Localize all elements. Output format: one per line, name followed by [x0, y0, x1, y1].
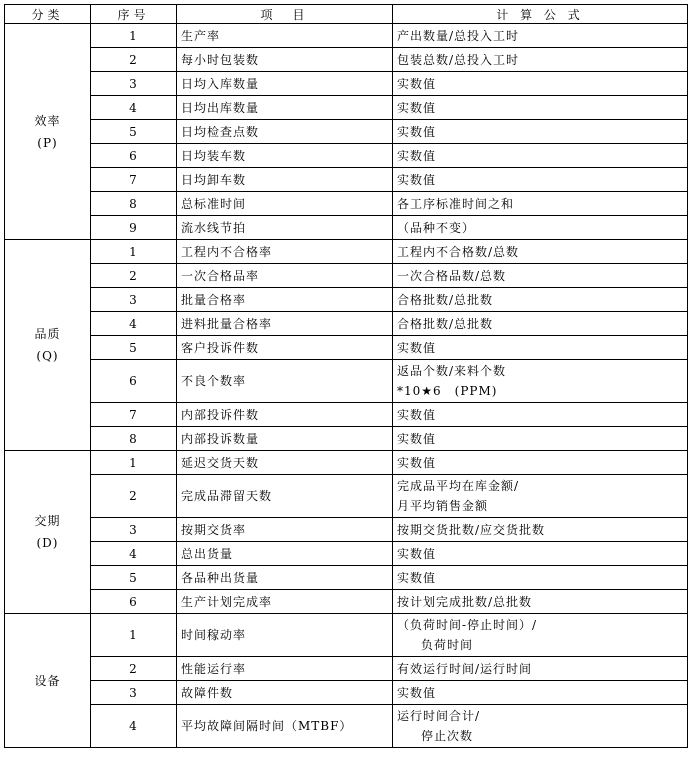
item-name: 日均出库数量: [177, 96, 393, 120]
category-cell: [5, 240, 91, 451]
category-cell: [5, 24, 91, 240]
row-number: 3: [91, 681, 177, 705]
header-item: 项 目: [177, 5, 393, 24]
formula-line: 实数值: [397, 149, 437, 163]
header-formula: 计 算 公 式: [393, 5, 688, 24]
table-row: [5, 240, 688, 264]
row-number: 3: [91, 288, 177, 312]
formula-cell: [393, 542, 688, 566]
formula-line: 包装总数/总投入工时: [397, 53, 520, 67]
formula-line: 实数值: [397, 125, 437, 139]
row-number: 3: [91, 72, 177, 96]
table-row: [5, 192, 688, 216]
formula-cell: [393, 403, 688, 427]
row-number: 9: [91, 216, 177, 240]
header-category: 分类: [5, 5, 91, 24]
formula-cell: [393, 451, 688, 475]
item-name: 完成品滞留天数: [177, 475, 393, 518]
row-number: 4: [91, 96, 177, 120]
row-number: 2: [91, 264, 177, 288]
item-name: 总标准时间: [177, 192, 393, 216]
row-number: 4: [91, 542, 177, 566]
formula-line: *10★6 (PPM): [397, 384, 498, 398]
item-name: 按期交货率: [177, 518, 393, 542]
item-name: 内部投诉件数: [177, 403, 393, 427]
formula-cell: [393, 96, 688, 120]
table-row: [5, 72, 688, 96]
row-number: 8: [91, 427, 177, 451]
category-cell: [5, 614, 91, 748]
item-name: 日均入库数量: [177, 72, 393, 96]
item-name: 内部投诉数量: [177, 427, 393, 451]
formula-line: 按计划完成批数/总批数: [397, 595, 533, 609]
formula-cell: [393, 144, 688, 168]
formula-line: 产出数量/总投入工时: [397, 29, 520, 43]
formula-line: 实数值: [397, 77, 437, 91]
formula-cell: [393, 312, 688, 336]
formula-line: 各工序标准时间之和: [397, 197, 515, 211]
table-row: [5, 24, 688, 48]
table-row: [5, 681, 688, 705]
table-row: [5, 264, 688, 288]
formula-cell: [393, 264, 688, 288]
formula-line: 运行时间合计/: [397, 709, 481, 723]
table-row: [5, 590, 688, 614]
formula-line: 实数值: [397, 547, 437, 561]
item-name: 性能运行率: [177, 657, 393, 681]
item-name: 批量合格率: [177, 288, 393, 312]
item-name: 时间稼动率: [177, 614, 393, 657]
category-code: (Q): [36, 349, 59, 363]
item-name: 总出货量: [177, 542, 393, 566]
table-row: [5, 48, 688, 72]
row-number: 7: [91, 403, 177, 427]
row-number: 3: [91, 518, 177, 542]
table-row: [5, 168, 688, 192]
table-row: [5, 336, 688, 360]
item-name: 不良个数率: [177, 360, 393, 403]
formula-line: （负荷时间-停止时间）/: [397, 618, 538, 632]
table-row: [5, 518, 688, 542]
formula-line: 实数值: [397, 173, 437, 187]
formula-line: 有效运行时间/运行时间: [397, 662, 533, 676]
formula-line: 完成品平均在库金额/: [397, 479, 520, 493]
category-name: 效率: [34, 113, 61, 128]
header-number: 序号: [91, 5, 177, 24]
item-name: 日均装车数: [177, 144, 393, 168]
item-name: 进料批量合格率: [177, 312, 393, 336]
table-row: [5, 705, 688, 748]
table-row: [5, 542, 688, 566]
item-name: 延迟交货天数: [177, 451, 393, 475]
formula-line: （品种不变）: [397, 221, 476, 235]
table-body: [5, 24, 688, 748]
category-cell: [5, 451, 91, 614]
header-row: [5, 5, 688, 24]
formula-cell: [393, 475, 688, 518]
formula-line: 实数值: [397, 432, 437, 446]
formula-cell: [393, 705, 688, 748]
formula-cell: [393, 24, 688, 48]
table-row: [5, 475, 688, 518]
table-row: [5, 403, 688, 427]
row-number: 4: [91, 705, 177, 748]
item-name: 流水线节拍: [177, 216, 393, 240]
formula-cell: [393, 614, 688, 657]
formula-cell: [393, 360, 688, 403]
formula-cell: [393, 657, 688, 681]
table-row: [5, 657, 688, 681]
formula-line: 月平均销售金额: [397, 499, 489, 513]
kpi-formula-table: [4, 4, 688, 748]
table-row: [5, 614, 688, 657]
formula-cell: [393, 168, 688, 192]
formula-cell: [393, 240, 688, 264]
row-number: 1: [91, 24, 177, 48]
item-name: 日均检查点数: [177, 120, 393, 144]
formula-line: 合格批数/总批数: [397, 317, 494, 331]
table-row: [5, 96, 688, 120]
row-number: 7: [91, 168, 177, 192]
row-number: 8: [91, 192, 177, 216]
formula-line: 实数值: [397, 571, 437, 585]
item-name: 生产率: [177, 24, 393, 48]
formula-line: 实数值: [397, 408, 437, 422]
formula-line: 实数值: [397, 101, 437, 115]
category-name: 设备: [34, 673, 61, 688]
formula-line: 返品个数/来料个数: [397, 364, 507, 378]
row-number: 6: [91, 590, 177, 614]
row-number: 1: [91, 614, 177, 657]
item-name: 客户投诉件数: [177, 336, 393, 360]
row-number: 4: [91, 312, 177, 336]
item-name: 每小时包装数: [177, 48, 393, 72]
formula-cell: [393, 192, 688, 216]
item-name: 平均故障间隔时间（MTBF）: [177, 705, 393, 748]
formula-line: 实数值: [397, 341, 437, 355]
category-name: 交期: [34, 514, 61, 528]
table-row: [5, 216, 688, 240]
formula-cell: [393, 288, 688, 312]
table-row: [5, 451, 688, 475]
category-name: 品质: [34, 327, 61, 341]
formula-cell: [393, 336, 688, 360]
row-number: 1: [91, 240, 177, 264]
category-code: (P): [37, 135, 58, 150]
formula-line: 停止次数: [421, 729, 474, 743]
formula-line: 一次合格品数/总数: [397, 269, 507, 283]
formula-line: 工程内不合格数/总数: [397, 245, 520, 259]
formula-cell: [393, 681, 688, 705]
formula-line: 实数值: [397, 456, 437, 470]
table-row: [5, 360, 688, 403]
formula-cell: [393, 427, 688, 451]
item-name: 日均卸车数: [177, 168, 393, 192]
formula-cell: [393, 216, 688, 240]
formula-line: 按期交货批数/应交货批数: [397, 523, 546, 537]
item-name: 一次合格品率: [177, 264, 393, 288]
category-code: (D): [36, 536, 59, 550]
formula-line: 负荷时间: [421, 638, 474, 652]
formula-cell: [393, 590, 688, 614]
table-row: [5, 120, 688, 144]
formula-line: 实数值: [397, 686, 437, 700]
row-number: 6: [91, 144, 177, 168]
formula-cell: [393, 120, 688, 144]
table-row: [5, 144, 688, 168]
formula-cell: [393, 48, 688, 72]
formula-cell: [393, 566, 688, 590]
row-number: 1: [91, 451, 177, 475]
row-number: 5: [91, 336, 177, 360]
row-number: 5: [91, 120, 177, 144]
row-number: 2: [91, 475, 177, 518]
row-number: 2: [91, 48, 177, 72]
table-row: [5, 288, 688, 312]
formula-line: 合格批数/总批数: [397, 293, 494, 307]
row-number: 6: [91, 360, 177, 403]
table-row: [5, 312, 688, 336]
row-number: 5: [91, 566, 177, 590]
item-name: 工程内不合格率: [177, 240, 393, 264]
item-name: 各品种出货量: [177, 566, 393, 590]
table-row: [5, 566, 688, 590]
item-name: 故障件数: [177, 681, 393, 705]
row-number: 2: [91, 657, 177, 681]
formula-cell: [393, 518, 688, 542]
item-name: 生产计划完成率: [177, 590, 393, 614]
table-row: [5, 427, 688, 451]
formula-cell: [393, 72, 688, 96]
